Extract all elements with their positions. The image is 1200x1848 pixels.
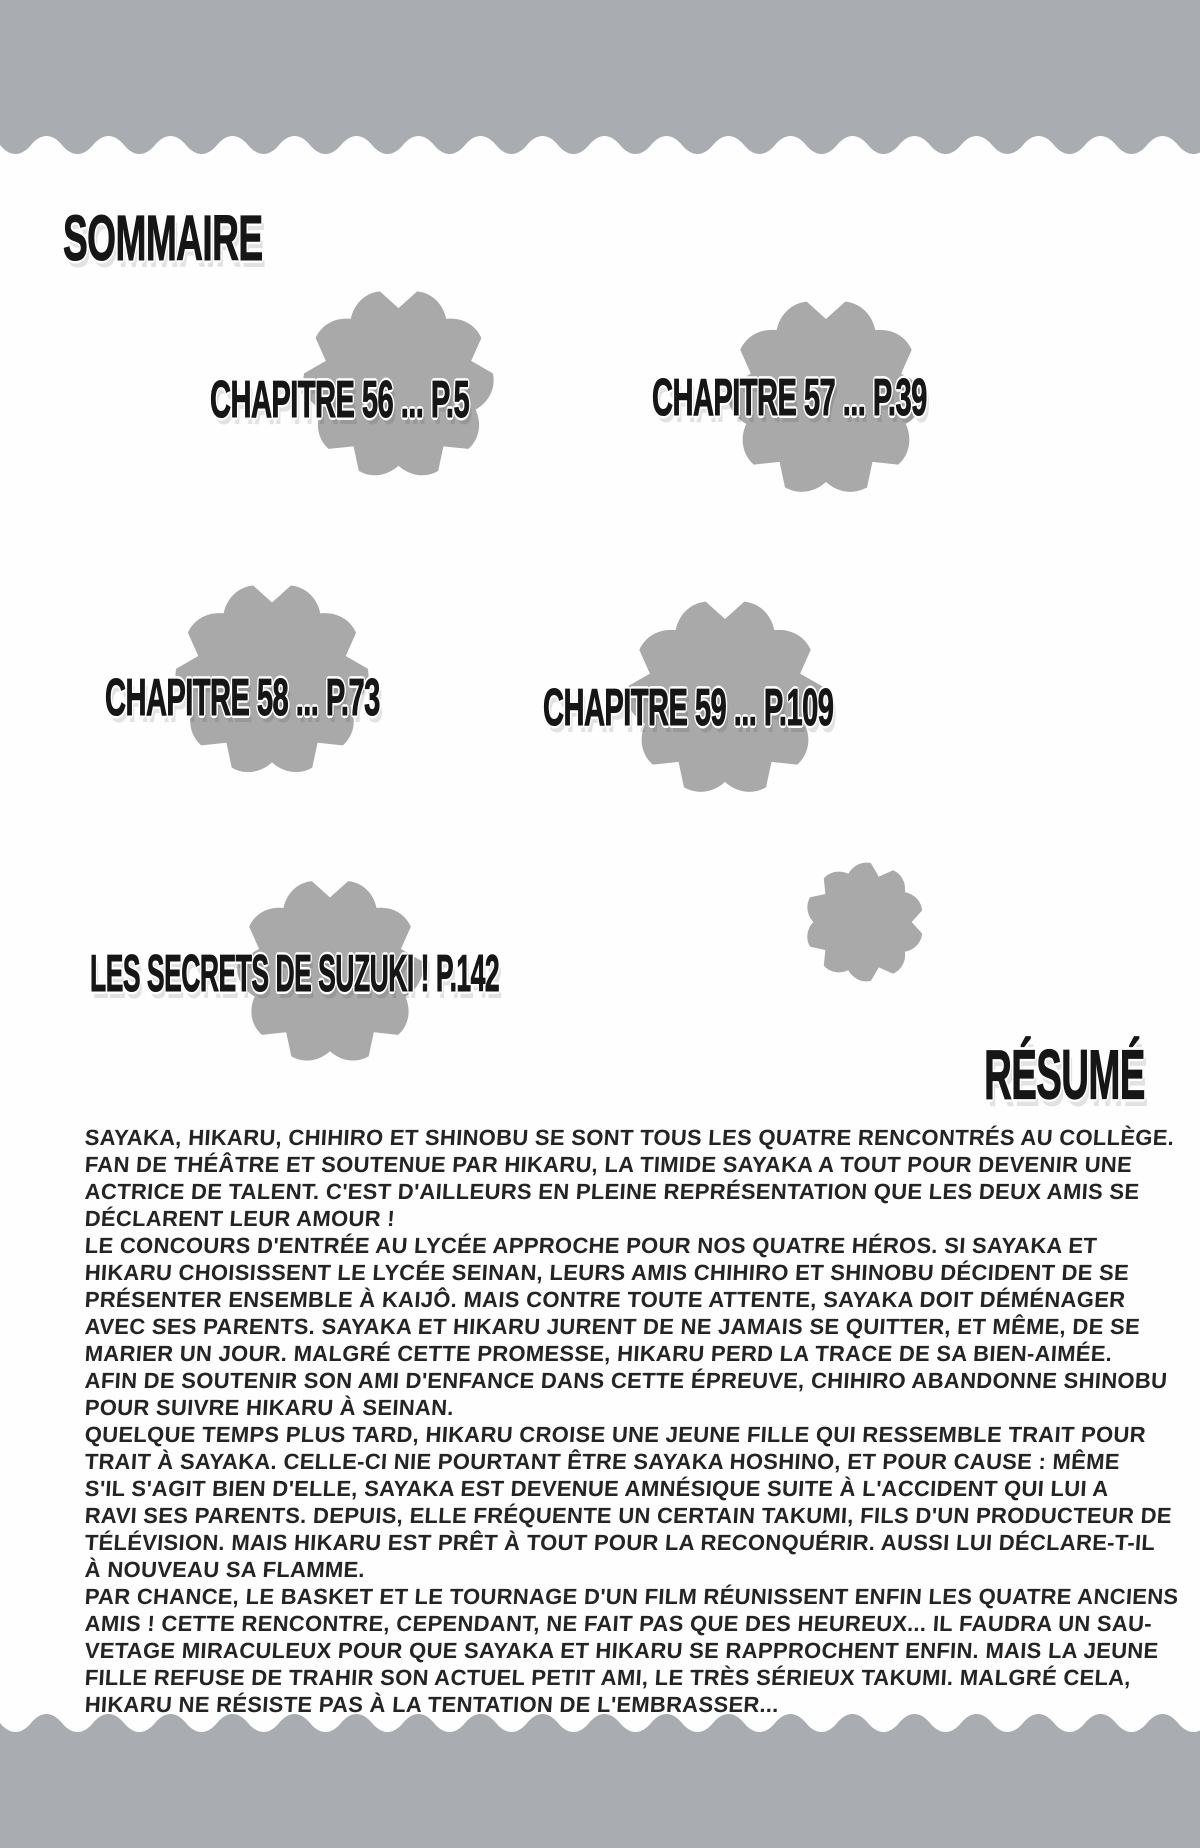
resume-line: AFIN DE SOUTENIR SON AMI D'ENFANCE DANS CETTE ÉPREUVE, CHIHIRO ABANDONNE SHINOBU: [84, 1368, 1169, 1393]
resume-line: TRAIT À SAYAKA. CELLE-CI NIE POURTANT ÊTRE SAYAKA HOSHINO, ET POUR CAUSE : MÊME: [84, 1449, 1121, 1474]
resume-line: RAVI SES PARENTS. DEPUIS, ELLE FRÉQUENTE UN CERTAIN TAKUMI, FILS D'UN PRODUCTEUR DE: [84, 1503, 1173, 1528]
resume-line: ACTRICE DE TALENT. C'EST D'AILLEURS EN PLEINE REPRÉSENTATION QUE LES DEUX AMIS SE: [84, 1179, 1141, 1204]
resume-line: DÉCLARENT LEUR AMOUR !: [84, 1206, 396, 1231]
resume-line: QUELQUE TEMPS PLUS TARD, HIKARU CROISE UNE JEUNE FILLE QUI RESSEMBLE TRAIT POUR: [84, 1422, 1147, 1447]
toc-entry-chapitre-56: CHAPITRE 56 ... P.5: [210, 371, 470, 429]
resume-line: VETAGE MIRACULEUX POUR QUE SAYAKA ET HIKARU SE RAPPROCHENT ENFIN. MAIS LA JEUNE: [84, 1638, 1160, 1663]
resume-line: AVEC SES PARENTS. SAYAKA ET HIKARU JURENT DE NE JAMAIS SE QUITTER, ET MÊME, DE SE: [84, 1314, 1141, 1339]
resume-line: POUR SUIVRE HIKARU À SEINAN.: [84, 1395, 455, 1420]
resume-line: SAYAKA, HIKARU, CHIHIRO ET SHINOBU SE SONT TOUS LES QUATRE RENCONTRÉS AU COLLÈGE.: [84, 1125, 1175, 1150]
resume-line: PAR CHANCE, LE BASKET ET LE TOURNAGE D'UN FILM RÉUNISSENT ENFIN LES QUATRE ANCIENS: [84, 1584, 1180, 1609]
top-scalloped-border: [0, 0, 1200, 158]
resume-heading: RÉSUMÉ: [984, 1035, 1145, 1114]
resume-line: HIKARU CHOISISSENT LE LYCÉE SEINAN, LEURS AMIS CHIHIRO ET SHINOBU DÉCIDENT DE SE: [84, 1260, 1130, 1285]
resume-line: LE CONCOURS D'ENTRÉE AU LYCÉE APPROCHE POUR NOS QUATRE HÉROS. SI SAYAKA ET: [84, 1233, 1098, 1258]
resume-line: TÉLÉVISION. MAIS HIKARU EST PRÊT À TOUT POUR LA RECONQUÉRIR. AUSSI LUI DÉCLARE-T-IL: [84, 1530, 1156, 1555]
resume-line: PRÉSENTER ENSEMBLE À KAIJÔ. MAIS CONTRE TOUTE ATTENTE, SAYAKA DOIT DÉMÉNAGER: [84, 1287, 1127, 1312]
page-title: SOMMAIRE: [63, 202, 263, 274]
toc-entry-chapitre-59: CHAPITRE 59 ... P.109: [543, 679, 834, 737]
toc-entry-chapitre-58: CHAPITRE 58 ... P.73: [105, 669, 380, 727]
toc-entry-chapitre-57: CHAPITRE 57 ... P.39: [652, 369, 927, 427]
resume-line: MARIER UN JOUR. MALGRÉ CETTE PROMESSE, HIKARU PERD LA TRACE DE SA BIEN-AIMÉE.: [84, 1341, 1114, 1366]
resume-text-block: [84, 1124, 1180, 1718]
resume-line: HIKARU NE RÉSISTE PAS À LA TENTATION DE L'EMBRASSER...: [84, 1692, 780, 1717]
resume-line: AMIS ! CETTE RENCONTRE, CEPENDANT, NE FAIT PAS QUE DES HEUREUX... IL FAUDRA UN SAU-: [84, 1611, 1153, 1636]
toc-entry-secrets-suzuki: LES SECRETS DE SUZUKI ! P.142: [90, 945, 500, 1003]
sakura-flower-icon: [800, 858, 928, 986]
resume-line: S'IL S'AGIT BIEN D'ELLE, SAYAKA EST DEVENUE AMNÉSIQUE SUITE À L'ACCIDENT QUI LUI A: [84, 1476, 1110, 1501]
resume-line: À NOUVEAU SA FLAMME.: [84, 1557, 366, 1582]
resume-line: FILLE REFUSE DE TRAHIR SON ACTUEL PETIT AMI, LE TRÈS SÉRIEUX TAKUMI. MALGRÉ CELA,: [84, 1665, 1132, 1690]
resume-line: FAN DE THÉÂTRE ET SOUTENUE PAR HIKARU, LA TIMIDE SAYAKA A TOUT POUR DEVENIR UNE: [84, 1152, 1133, 1177]
bottom-scalloped-border: [0, 1708, 1200, 1848]
